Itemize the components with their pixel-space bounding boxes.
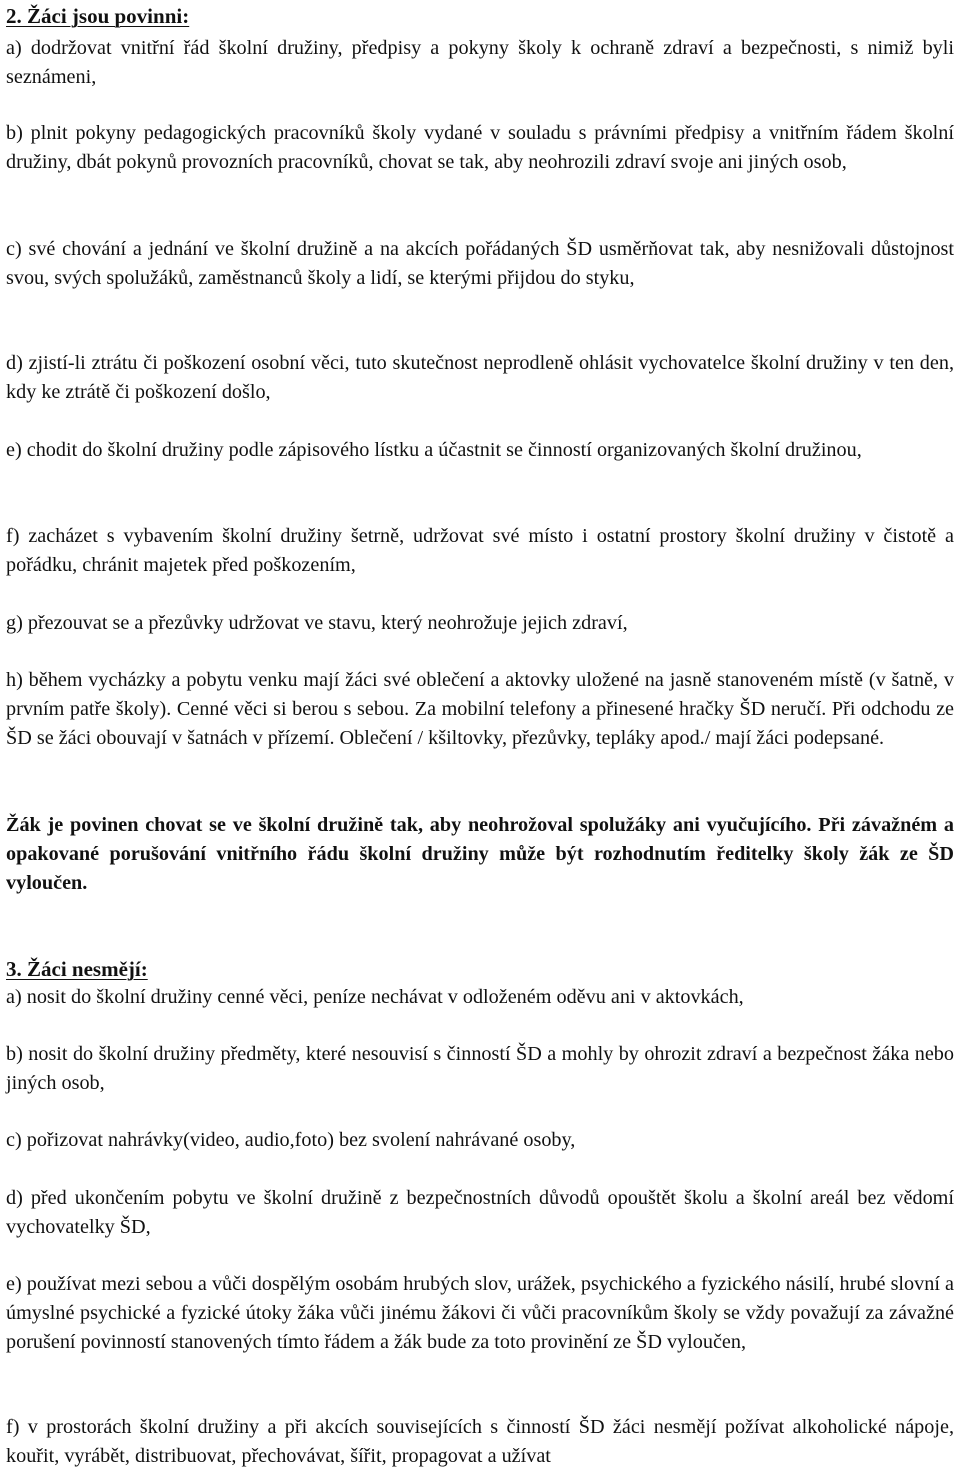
section2-heading: 2. Žáci jsou povinni: <box>6 4 190 28</box>
section2-item-b: b) plnit pokyny pedagogických pracovníků školy vydané v souladu s právními předpisy a vnitřním řádem školní družiny, dbát pokynů provozních pracovníků, chovat se tak, aby neohrozili zdraví svoje ani jiných osob, <box>6 122 954 173</box>
section3-item-a: a) nosit do školní družiny cenné věci, peníze nechávat v odloženém oděvu ani v aktovkách, <box>6 986 744 1008</box>
section3-heading: 3. Žáci nesmějí: <box>6 957 148 981</box>
section3-item-c: c) pořizovat nahrávky(video, audio,foto) bez svolení nahrávané osoby, <box>6 1129 576 1151</box>
section2-item-e: e) chodit do školní družiny podle zápisového lístku a účastnit se činností organizovaných školní družinou, <box>6 439 862 461</box>
section2-item-h: h) během vycházky a pobytu venku mají žáci své oblečení a aktovky uložené na jasně stanoveném místě (v šatně, v prvním patře školy). Cenné věci si berou s sebou. Za mobilní telefony a přinesené hračky ŠD neručí. Při odchodu ze ŠD se žáci obouvají v šatnách v přízemí. Oblečení / kšiltovky, přezůvky, tepláky apod./ mají žáci podepsané. <box>6 669 954 749</box>
section2-item-g: g) přezouvat se a přezůvky udržovat ve stavu, který neohrožuje jejich zdraví, <box>6 612 628 634</box>
section3-item-b: b) nosit do školní družiny předměty, které nesouvisí s činností ŠD a mohly by ohrozit zdraví a bezpečnost žáka nebo jiných osob, <box>6 1043 954 1094</box>
section3-item-e: e) používat mezi sebou a vůči dospělým osobám hrubých slov, urážek, psychického a fyzického násilí, hrubé slovní a úmyslné psychické a fyzické útoky žáka vůči jinému žákovi či vůči pracovníkům školy se vždy považují za závažné porušení povinností stanovených tímto řádem a žák bude za toto provinění ze ŠD vyloučen, <box>6 1273 954 1353</box>
section2-item-c: c) své chování a jednání ve školní družině a na akcích pořádaných ŠD usměrňovat tak, aby nesnižovali důstojnost svou, svých spolužáků, zaměstnanců školy a lidí, se kterými přijdou do styku, <box>6 238 954 289</box>
section2-bold-note: Žák je povinen chovat se ve školní družině tak, aby neohrožoval spolužáky ani vyučujícího. Při závažném a opakované porušování vnitřního řádu školní družiny může být rozhodnutím ředitelky školy žák ze ŠD vyloučen. <box>6 814 954 894</box>
section2-item-f: f) zacházet s vybavením školní družiny šetrně, udržovat své místo i ostatní prostory školní družiny v čistotě a pořádku, chránit majetek před poškozením, <box>6 525 954 576</box>
section2-item-a: a) dodržovat vnitřní řád školní družiny, předpisy a pokyny školy k ochraně zdraví a bezpečnosti, s nimiž byli seznámeni, <box>6 37 954 88</box>
section3-item-d: d) před ukončením pobytu ve školní družině z bezpečnostních důvodů opouštět školu a školní areál bez vědomí vychovatelky ŠD, <box>6 1187 954 1238</box>
section2-item-d: d) zjistí-li ztrátu či poškození osobní věci, tuto skutečnost neprodleně ohlásit vychovatelce školní družiny v ten den, kdy ke ztrátě či poškození došlo, <box>6 352 954 403</box>
section3-item-f: f) v prostorách školní družiny a při akcích souvisejících s činností ŠD žáci nesmějí požívat alkoholické nápoje, kouřit, vyrábět, distribuovat, přechovávat, šířit, propagovat a užívat <box>6 1416 954 1467</box>
